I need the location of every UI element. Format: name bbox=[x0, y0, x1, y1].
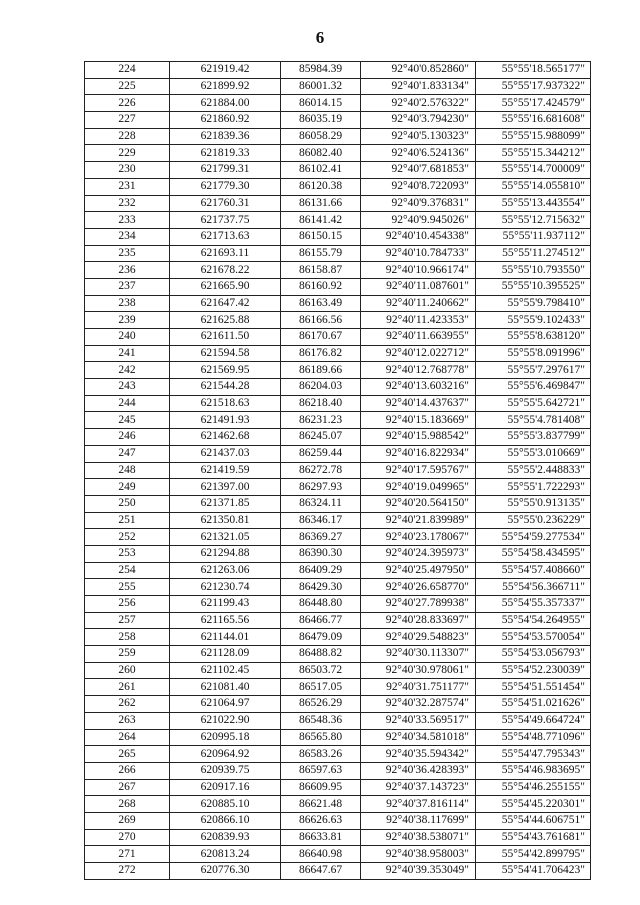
latitude-cell: 55°55'10.395525" bbox=[476, 278, 591, 295]
latitude-cell: 55°55'10.793550" bbox=[476, 262, 591, 279]
y-coordinate-cell: 86548.36 bbox=[281, 712, 361, 729]
point-number-cell: 249 bbox=[85, 479, 170, 496]
latitude-cell: 55°55'11.274512" bbox=[476, 245, 591, 262]
x-coordinate-cell: 621737.75 bbox=[170, 212, 281, 229]
point-number-cell: 244 bbox=[85, 395, 170, 412]
longitude-cell: 92°40'34.581018" bbox=[361, 729, 476, 746]
latitude-cell: 55°54'54.264955" bbox=[476, 612, 591, 629]
longitude-cell: 92°40'15.183669" bbox=[361, 412, 476, 429]
longitude-cell: 92°40'20.564150" bbox=[361, 495, 476, 512]
table-row bbox=[85, 278, 591, 295]
x-coordinate-cell: 621779.30 bbox=[170, 178, 281, 195]
point-number-cell: 230 bbox=[85, 162, 170, 179]
x-coordinate-cell: 621321.05 bbox=[170, 529, 281, 546]
y-coordinate-cell: 86324.11 bbox=[281, 495, 361, 512]
table-row bbox=[85, 712, 591, 729]
longitude-cell: 92°40'38.538071" bbox=[361, 829, 476, 846]
y-coordinate-cell: 86102.41 bbox=[281, 162, 361, 179]
table-row bbox=[85, 512, 591, 529]
x-coordinate-cell: 621665.90 bbox=[170, 278, 281, 295]
longitude-cell: 92°40'30.113307" bbox=[361, 646, 476, 663]
latitude-cell: 55°54'55.357337" bbox=[476, 596, 591, 613]
point-number-cell: 269 bbox=[85, 812, 170, 829]
point-number-cell: 263 bbox=[85, 712, 170, 729]
x-coordinate-cell: 621819.33 bbox=[170, 145, 281, 162]
point-number-cell: 250 bbox=[85, 495, 170, 512]
x-coordinate-cell: 620917.16 bbox=[170, 779, 281, 796]
y-coordinate-cell: 86120.38 bbox=[281, 178, 361, 195]
longitude-cell: 92°40'3.794230" bbox=[361, 112, 476, 129]
latitude-cell: 55°55'9.102433" bbox=[476, 312, 591, 329]
x-coordinate-cell: 621611.50 bbox=[170, 329, 281, 346]
point-number-cell: 237 bbox=[85, 278, 170, 295]
point-number-cell: 264 bbox=[85, 729, 170, 746]
table-row bbox=[85, 529, 591, 546]
longitude-cell: 92°40'21.839989" bbox=[361, 512, 476, 529]
longitude-cell: 92°40'1.833134" bbox=[361, 78, 476, 95]
table-row bbox=[85, 362, 591, 379]
table-row bbox=[85, 228, 591, 245]
x-coordinate-cell: 621919.42 bbox=[170, 62, 281, 79]
x-coordinate-cell: 621491.93 bbox=[170, 412, 281, 429]
y-coordinate-cell: 86082.40 bbox=[281, 145, 361, 162]
table-row bbox=[85, 779, 591, 796]
x-coordinate-cell: 621230.74 bbox=[170, 579, 281, 596]
longitude-cell: 92°40'11.087601" bbox=[361, 278, 476, 295]
latitude-cell: 55°55'0.913135" bbox=[476, 495, 591, 512]
latitude-cell: 55°55'18.565177" bbox=[476, 62, 591, 79]
table-row bbox=[85, 462, 591, 479]
y-coordinate-cell: 86633.81 bbox=[281, 829, 361, 846]
table-row bbox=[85, 78, 591, 95]
latitude-cell: 55°54'42.899795" bbox=[476, 846, 591, 863]
longitude-cell: 92°40'30.978061" bbox=[361, 662, 476, 679]
x-coordinate-cell: 621647.42 bbox=[170, 295, 281, 312]
x-coordinate-cell: 620776.30 bbox=[170, 863, 281, 880]
y-coordinate-cell: 86503.72 bbox=[281, 662, 361, 679]
table-row bbox=[85, 646, 591, 663]
y-coordinate-cell: 86488.82 bbox=[281, 646, 361, 663]
table-row bbox=[85, 696, 591, 713]
y-coordinate-cell: 86155.79 bbox=[281, 245, 361, 262]
longitude-cell: 92°40'28.833697" bbox=[361, 612, 476, 629]
table-row bbox=[85, 445, 591, 462]
longitude-cell: 92°40'7.681853" bbox=[361, 162, 476, 179]
x-coordinate-cell: 621128.09 bbox=[170, 646, 281, 663]
x-coordinate-cell: 621263.06 bbox=[170, 562, 281, 579]
point-number-cell: 251 bbox=[85, 512, 170, 529]
longitude-cell: 92°40'33.569517" bbox=[361, 712, 476, 729]
table-row bbox=[85, 128, 591, 145]
y-coordinate-cell: 86369.27 bbox=[281, 529, 361, 546]
point-number-cell: 233 bbox=[85, 212, 170, 229]
table-row bbox=[85, 212, 591, 229]
table-row bbox=[85, 846, 591, 863]
longitude-cell: 92°40'19.049965" bbox=[361, 479, 476, 496]
point-number-cell: 238 bbox=[85, 295, 170, 312]
page-number: 6 bbox=[315, 28, 325, 47]
x-coordinate-cell: 620995.18 bbox=[170, 729, 281, 746]
longitude-cell: 92°40'35.594342" bbox=[361, 746, 476, 763]
longitude-cell: 92°40'36.428393" bbox=[361, 762, 476, 779]
table-row bbox=[85, 495, 591, 512]
point-number-cell: 247 bbox=[85, 445, 170, 462]
point-number-cell: 254 bbox=[85, 562, 170, 579]
point-number-cell: 271 bbox=[85, 846, 170, 863]
y-coordinate-cell: 86158.87 bbox=[281, 262, 361, 279]
x-coordinate-cell: 621294.88 bbox=[170, 545, 281, 562]
longitude-cell: 92°40'23.178067" bbox=[361, 529, 476, 546]
y-coordinate-cell: 86597.63 bbox=[281, 762, 361, 779]
latitude-cell: 55°54'53.570054" bbox=[476, 629, 591, 646]
longitude-cell: 92°40'9.376831" bbox=[361, 195, 476, 212]
longitude-cell: 92°40'17.595767" bbox=[361, 462, 476, 479]
y-coordinate-cell: 86346.17 bbox=[281, 512, 361, 529]
latitude-cell: 55°54'53.056793" bbox=[476, 646, 591, 663]
latitude-cell: 55°55'14.700009" bbox=[476, 162, 591, 179]
longitude-cell: 92°40'14.437637" bbox=[361, 395, 476, 412]
x-coordinate-cell: 621462.68 bbox=[170, 429, 281, 446]
latitude-cell: 55°54'46.983695" bbox=[476, 762, 591, 779]
x-coordinate-cell: 621437.03 bbox=[170, 445, 281, 462]
point-number-cell: 261 bbox=[85, 679, 170, 696]
x-coordinate-cell: 621022.90 bbox=[170, 712, 281, 729]
latitude-cell: 55°55'15.344212" bbox=[476, 145, 591, 162]
x-coordinate-cell: 621144.01 bbox=[170, 629, 281, 646]
longitude-cell: 92°40'37.143723" bbox=[361, 779, 476, 796]
table-row bbox=[85, 195, 591, 212]
x-coordinate-cell: 621594.58 bbox=[170, 345, 281, 362]
latitude-cell: 55°55'17.937322" bbox=[476, 78, 591, 95]
latitude-cell: 55°54'43.761681" bbox=[476, 829, 591, 846]
latitude-cell: 55°54'56.366711" bbox=[476, 579, 591, 596]
x-coordinate-cell: 621397.00 bbox=[170, 479, 281, 496]
table-row bbox=[85, 178, 591, 195]
x-coordinate-cell: 621544.28 bbox=[170, 379, 281, 396]
y-coordinate-cell: 86150.15 bbox=[281, 228, 361, 245]
latitude-cell: 55°54'59.277534" bbox=[476, 529, 591, 546]
longitude-cell: 92°40'10.454338" bbox=[361, 228, 476, 245]
y-coordinate-cell: 86218.40 bbox=[281, 395, 361, 412]
x-coordinate-cell: 621799.31 bbox=[170, 162, 281, 179]
y-coordinate-cell: 86035.19 bbox=[281, 112, 361, 129]
point-number-cell: 232 bbox=[85, 195, 170, 212]
table-row bbox=[85, 345, 591, 362]
point-number-cell: 268 bbox=[85, 796, 170, 813]
point-number-cell: 255 bbox=[85, 579, 170, 596]
y-coordinate-cell: 86131.66 bbox=[281, 195, 361, 212]
x-coordinate-cell: 621350.81 bbox=[170, 512, 281, 529]
y-coordinate-cell: 86245.07 bbox=[281, 429, 361, 446]
latitude-cell: 55°55'8.091996" bbox=[476, 345, 591, 362]
y-coordinate-cell: 86166.56 bbox=[281, 312, 361, 329]
x-coordinate-cell: 620839.93 bbox=[170, 829, 281, 846]
y-coordinate-cell: 86583.26 bbox=[281, 746, 361, 763]
x-coordinate-cell: 621165.56 bbox=[170, 612, 281, 629]
y-coordinate-cell: 86647.67 bbox=[281, 863, 361, 880]
y-coordinate-cell: 86448.80 bbox=[281, 596, 361, 613]
point-number-cell: 253 bbox=[85, 545, 170, 562]
latitude-cell: 55°55'9.798410" bbox=[476, 295, 591, 312]
y-coordinate-cell: 86565.80 bbox=[281, 729, 361, 746]
longitude-cell: 92°40'9.945026" bbox=[361, 212, 476, 229]
table-row bbox=[85, 729, 591, 746]
latitude-cell: 55°55'0.236229" bbox=[476, 512, 591, 529]
point-number-cell: 272 bbox=[85, 863, 170, 880]
longitude-cell: 92°40'25.497950" bbox=[361, 562, 476, 579]
latitude-cell: 55°55'12.715632" bbox=[476, 212, 591, 229]
x-coordinate-cell: 621081.40 bbox=[170, 679, 281, 696]
y-coordinate-cell: 86001.32 bbox=[281, 78, 361, 95]
latitude-cell: 55°54'51.021626" bbox=[476, 696, 591, 713]
point-number-cell: 239 bbox=[85, 312, 170, 329]
point-number-cell: 224 bbox=[85, 62, 170, 79]
point-number-cell: 235 bbox=[85, 245, 170, 262]
longitude-cell: 92°40'37.816114" bbox=[361, 796, 476, 813]
point-number-cell: 245 bbox=[85, 412, 170, 429]
point-number-cell: 259 bbox=[85, 646, 170, 663]
table-row bbox=[85, 245, 591, 262]
point-number-cell: 243 bbox=[85, 379, 170, 396]
latitude-cell: 55°54'52.230039" bbox=[476, 662, 591, 679]
x-coordinate-cell: 621839.36 bbox=[170, 128, 281, 145]
table-row bbox=[85, 395, 591, 412]
y-coordinate-cell: 86014.15 bbox=[281, 95, 361, 112]
point-number-cell: 256 bbox=[85, 596, 170, 613]
table-row bbox=[85, 863, 591, 880]
point-number-cell: 267 bbox=[85, 779, 170, 796]
table-row bbox=[85, 762, 591, 779]
x-coordinate-cell: 621102.45 bbox=[170, 662, 281, 679]
table-row bbox=[85, 479, 591, 496]
latitude-cell: 55°54'44.606751" bbox=[476, 812, 591, 829]
x-coordinate-cell: 621064.97 bbox=[170, 696, 281, 713]
longitude-cell: 92°40'5.130323" bbox=[361, 128, 476, 145]
latitude-cell: 55°54'41.706423" bbox=[476, 863, 591, 880]
table-row bbox=[85, 412, 591, 429]
table-row bbox=[85, 746, 591, 763]
table-row bbox=[85, 596, 591, 613]
x-coordinate-cell: 621199.43 bbox=[170, 596, 281, 613]
longitude-cell: 92°40'29.548823" bbox=[361, 629, 476, 646]
point-number-cell: 240 bbox=[85, 329, 170, 346]
y-coordinate-cell: 86189.66 bbox=[281, 362, 361, 379]
table-row bbox=[85, 796, 591, 813]
y-coordinate-cell: 86160.92 bbox=[281, 278, 361, 295]
longitude-cell: 92°40'16.822934" bbox=[361, 445, 476, 462]
latitude-cell: 55°55'5.642721" bbox=[476, 395, 591, 412]
x-coordinate-cell: 621419.59 bbox=[170, 462, 281, 479]
table-row bbox=[85, 662, 591, 679]
point-number-cell: 231 bbox=[85, 178, 170, 195]
point-number-cell: 226 bbox=[85, 95, 170, 112]
point-number-cell: 234 bbox=[85, 228, 170, 245]
y-coordinate-cell: 86170.67 bbox=[281, 329, 361, 346]
longitude-cell: 92°40'2.576322" bbox=[361, 95, 476, 112]
table-row bbox=[85, 562, 591, 579]
y-coordinate-cell: 86429.30 bbox=[281, 579, 361, 596]
x-coordinate-cell: 620939.75 bbox=[170, 762, 281, 779]
latitude-cell: 55°55'16.681608" bbox=[476, 112, 591, 129]
x-coordinate-cell: 621760.31 bbox=[170, 195, 281, 212]
x-coordinate-cell: 621884.00 bbox=[170, 95, 281, 112]
y-coordinate-cell: 86204.03 bbox=[281, 379, 361, 396]
latitude-cell: 55°54'47.795343" bbox=[476, 746, 591, 763]
longitude-cell: 92°40'15.988542" bbox=[361, 429, 476, 446]
point-number-cell: 270 bbox=[85, 829, 170, 846]
coordinates-table bbox=[84, 61, 591, 880]
longitude-cell: 92°40'12.022712" bbox=[361, 345, 476, 362]
y-coordinate-cell: 86058.29 bbox=[281, 128, 361, 145]
y-coordinate-cell: 86526.29 bbox=[281, 696, 361, 713]
x-coordinate-cell: 621713.63 bbox=[170, 228, 281, 245]
x-coordinate-cell: 621569.95 bbox=[170, 362, 281, 379]
table-row bbox=[85, 629, 591, 646]
longitude-cell: 92°40'11.240662" bbox=[361, 295, 476, 312]
longitude-cell: 92°40'24.395973" bbox=[361, 545, 476, 562]
table-row bbox=[85, 379, 591, 396]
latitude-cell: 55°55'1.722293" bbox=[476, 479, 591, 496]
point-number-cell: 246 bbox=[85, 429, 170, 446]
latitude-cell: 55°55'17.424579" bbox=[476, 95, 591, 112]
point-number-cell: 260 bbox=[85, 662, 170, 679]
latitude-cell: 55°55'4.781408" bbox=[476, 412, 591, 429]
longitude-cell: 92°40'31.751177" bbox=[361, 679, 476, 696]
x-coordinate-cell: 621625.88 bbox=[170, 312, 281, 329]
latitude-cell: 55°55'3.837799" bbox=[476, 429, 591, 446]
latitude-cell: 55°55'13.443554" bbox=[476, 195, 591, 212]
latitude-cell: 55°54'58.434595" bbox=[476, 545, 591, 562]
latitude-cell: 55°55'15.988099" bbox=[476, 128, 591, 145]
x-coordinate-cell: 621678.22 bbox=[170, 262, 281, 279]
longitude-cell: 92°40'32.287574" bbox=[361, 696, 476, 713]
table-row bbox=[85, 812, 591, 829]
y-coordinate-cell: 86409.29 bbox=[281, 562, 361, 579]
x-coordinate-cell: 620813.24 bbox=[170, 846, 281, 863]
y-coordinate-cell: 86626.63 bbox=[281, 812, 361, 829]
y-coordinate-cell: 86517.05 bbox=[281, 679, 361, 696]
longitude-cell: 92°40'27.789938" bbox=[361, 596, 476, 613]
point-number-cell: 228 bbox=[85, 128, 170, 145]
point-number-cell: 262 bbox=[85, 696, 170, 713]
point-number-cell: 241 bbox=[85, 345, 170, 362]
latitude-cell: 55°54'46.255155" bbox=[476, 779, 591, 796]
latitude-cell: 55°54'48.771096" bbox=[476, 729, 591, 746]
longitude-cell: 92°40'26.658770" bbox=[361, 579, 476, 596]
point-number-cell: 236 bbox=[85, 262, 170, 279]
y-coordinate-cell: 86141.42 bbox=[281, 212, 361, 229]
table-row bbox=[85, 162, 591, 179]
y-coordinate-cell: 86621.48 bbox=[281, 796, 361, 813]
table-row bbox=[85, 829, 591, 846]
latitude-cell: 55°55'2.448833" bbox=[476, 462, 591, 479]
point-number-cell: 227 bbox=[85, 112, 170, 129]
x-coordinate-cell: 621518.63 bbox=[170, 395, 281, 412]
x-coordinate-cell: 621899.92 bbox=[170, 78, 281, 95]
longitude-cell: 92°40'38.958003" bbox=[361, 846, 476, 863]
longitude-cell: 92°40'6.524136" bbox=[361, 145, 476, 162]
table-row bbox=[85, 95, 591, 112]
longitude-cell: 92°40'11.423353" bbox=[361, 312, 476, 329]
table-row bbox=[85, 312, 591, 329]
table-row bbox=[85, 329, 591, 346]
point-number-cell: 229 bbox=[85, 145, 170, 162]
y-coordinate-cell: 86163.49 bbox=[281, 295, 361, 312]
latitude-cell: 55°55'11.937112" bbox=[476, 228, 591, 245]
latitude-cell: 55°55'8.638120" bbox=[476, 329, 591, 346]
table-row bbox=[85, 545, 591, 562]
longitude-cell: 92°40'10.784733" bbox=[361, 245, 476, 262]
y-coordinate-cell: 86259.44 bbox=[281, 445, 361, 462]
longitude-cell: 92°40'8.722093" bbox=[361, 178, 476, 195]
table-row bbox=[85, 295, 591, 312]
point-number-cell: 266 bbox=[85, 762, 170, 779]
x-coordinate-cell: 620964.92 bbox=[170, 746, 281, 763]
y-coordinate-cell: 86390.30 bbox=[281, 545, 361, 562]
latitude-cell: 55°55'3.010669" bbox=[476, 445, 591, 462]
latitude-cell: 55°54'57.408660" bbox=[476, 562, 591, 579]
table-row bbox=[85, 579, 591, 596]
point-number-cell: 252 bbox=[85, 529, 170, 546]
y-coordinate-cell: 86231.23 bbox=[281, 412, 361, 429]
table-row bbox=[85, 262, 591, 279]
x-coordinate-cell: 621693.11 bbox=[170, 245, 281, 262]
table-row bbox=[85, 112, 591, 129]
y-coordinate-cell: 86640.98 bbox=[281, 846, 361, 863]
table-row bbox=[85, 679, 591, 696]
latitude-cell: 55°54'45.220301" bbox=[476, 796, 591, 813]
point-number-cell: 242 bbox=[85, 362, 170, 379]
latitude-cell: 55°54'51.551454" bbox=[476, 679, 591, 696]
y-coordinate-cell: 86176.82 bbox=[281, 345, 361, 362]
longitude-cell: 92°40'12.768778" bbox=[361, 362, 476, 379]
point-number-cell: 257 bbox=[85, 612, 170, 629]
y-coordinate-cell: 85984.39 bbox=[281, 62, 361, 79]
point-number-cell: 225 bbox=[85, 78, 170, 95]
table-row bbox=[85, 62, 591, 79]
table-row bbox=[85, 145, 591, 162]
longitude-cell: 92°40'11.663955" bbox=[361, 329, 476, 346]
longitude-cell: 92°40'13.603216" bbox=[361, 379, 476, 396]
table-row bbox=[85, 612, 591, 629]
latitude-cell: 55°54'49.664724" bbox=[476, 712, 591, 729]
point-number-cell: 258 bbox=[85, 629, 170, 646]
longitude-cell: 92°40'10.966174" bbox=[361, 262, 476, 279]
x-coordinate-cell: 621860.92 bbox=[170, 112, 281, 129]
latitude-cell: 55°55'6.469847" bbox=[476, 379, 591, 396]
y-coordinate-cell: 86479.09 bbox=[281, 629, 361, 646]
y-coordinate-cell: 86466.77 bbox=[281, 612, 361, 629]
x-coordinate-cell: 620885.10 bbox=[170, 796, 281, 813]
longitude-cell: 92°40'39.353049" bbox=[361, 863, 476, 880]
y-coordinate-cell: 86272.78 bbox=[281, 462, 361, 479]
latitude-cell: 55°55'14.055810" bbox=[476, 178, 591, 195]
point-number-cell: 265 bbox=[85, 746, 170, 763]
x-coordinate-cell: 620866.10 bbox=[170, 812, 281, 829]
x-coordinate-cell: 621371.85 bbox=[170, 495, 281, 512]
table-row bbox=[85, 429, 591, 446]
longitude-cell: 92°40'0.852860" bbox=[361, 62, 476, 79]
y-coordinate-cell: 86609.95 bbox=[281, 779, 361, 796]
latitude-cell: 55°55'7.297617" bbox=[476, 362, 591, 379]
point-number-cell: 248 bbox=[85, 462, 170, 479]
y-coordinate-cell: 86297.93 bbox=[281, 479, 361, 496]
longitude-cell: 92°40'38.117699" bbox=[361, 812, 476, 829]
